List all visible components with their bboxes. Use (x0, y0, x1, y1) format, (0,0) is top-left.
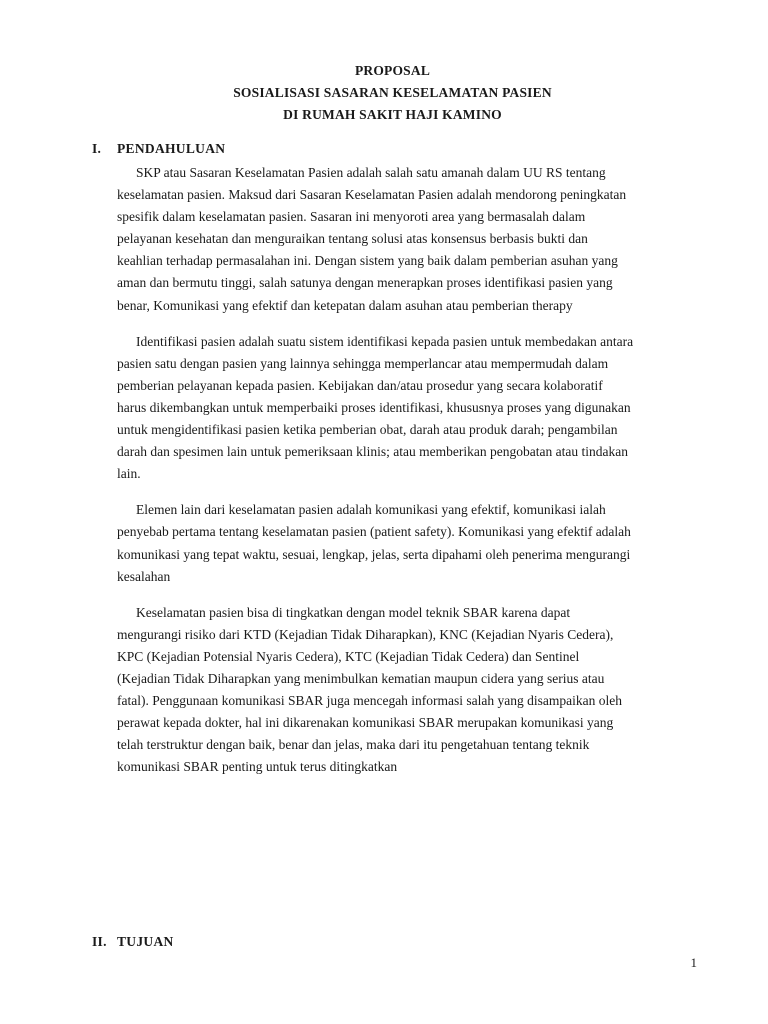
paragraph-line: lain. (117, 466, 141, 482)
paragraph-line: (Kejadian Tidak Diharapkan yang menimbulkan kematian maupun cidera yang serius atau (117, 670, 605, 686)
paragraph-line: spesifik dalam keselamatan pasien. Sasaran ini menyoroti area yang bermasalah dalam (117, 209, 586, 225)
paragraph-line: Elemen lain dari keselamatan pasien adalah komunikasi yang efektif, komunikasi ialah (136, 502, 606, 518)
paragraph-line: pelayanan kesehatan dan menguraikan tentang solusi atas konsensus berbasis bukti dan (117, 231, 588, 247)
paragraph-line: penyebab pertama tentang keselamatan pasien (patient safety). Komunikasi yang efektif adalah (117, 524, 631, 540)
section-heading-pendahuluan (92, 141, 225, 157)
paragraph-line: perawat kepada dokter, hal ini dikarenakan komunikasi SBAR merupakan komunikasi yang (117, 715, 614, 731)
paragraph-line: SKP atau Sasaran Keselamatan Pasien adalah salah satu amanah dalam UU RS tentang (136, 165, 606, 180)
paragraph-line: pasien satu dengan pasien yang lainnya sehingga memperlancar atau mempermudah dalam (117, 355, 609, 371)
paragraph-line: keselamatan pasien. Maksud dari Sasaran Keselamatan Pasien adalah mendorong peningkatan (117, 187, 627, 203)
paragraph-line: fatal). Penggunaan komunikasi SBAR juga mencegah informasi salah yang disampaikan oleh (117, 693, 623, 709)
paragraph-line: keahlian terhadap permasalahan ini. Dengan sistem yang baik dalam pemberian asuhan yang (117, 253, 618, 269)
paragraph (117, 499, 700, 587)
paragraph-line: komunikasi yang tepat waktu, sesuai, lengkap, jelas, serta dipahami oleh penerima mengurangi (117, 546, 631, 562)
paragraph-line: KPC (Kejadian Potensial Nyaris Cedera), KTC (Kejadian Tidak Cedera) dan Sentinel (117, 648, 580, 664)
paragraph (117, 162, 700, 317)
section-heading-tujuan (92, 934, 174, 950)
paragraph-line: harus dikembangkan untuk memperbaiki proses identifikasi, khususnya proses yang digunakan (117, 399, 631, 415)
paragraph-line: benar, Komunikasi yang efektif dan ketepatan dalam asuhan atau pemberian therapy (117, 297, 573, 313)
section-title: TUJUAN (117, 934, 174, 949)
document-title-block (0, 60, 768, 126)
document-main-title: SOSIALISASI SASARAN KESELAMATAN PASIEN (233, 85, 552, 100)
paragraph-line: telah terstruktur dengan baik, benar dan jelas, maka dari itu pengetahuan tentang teknik (117, 737, 590, 753)
paragraph-line: pemberian pelayanan kepada pasien. Kebijakan dan/atau prosedur yang secara kolaboratif (117, 377, 603, 393)
document-location-title: DI RUMAH SAKIT HAJI KAMINO (283, 107, 502, 122)
paragraph-line: mengurangi risiko dari KTD (Kejadian Tidak Diharapkan), KNC (Kejadian Nyaris Cedera), (117, 626, 614, 642)
paragraph (117, 602, 700, 779)
section-number: I. (92, 141, 102, 156)
paragraph (117, 331, 700, 486)
paragraph-line: Identifikasi pasien adalah suatu sistem identifikasi kepada pasien untuk membedakan antara (136, 333, 634, 349)
section-number: II. (92, 934, 107, 949)
document-type-title: PROPOSAL (354, 63, 431, 78)
paragraph-line: darah dan spesimen lain untuk pemeriksaan klinis; atau memberikan pengobatan atau tindakan (117, 444, 628, 460)
paragraph-line: komunikasi SBAR penting untuk terus ditingkatkan (117, 759, 398, 775)
paragraph-line: untuk mengidentifikasi pasien ketika pemberian obat, darah atau produk darah; pengambilan (117, 422, 618, 438)
paragraph-line: aman dan bermutu tinggi, salah satunya dengan menerapkan proses identifikasi pasien yang (117, 275, 613, 291)
page-number: 1 (690, 955, 697, 970)
section-body-pendahuluan (117, 162, 700, 792)
section-title: PENDAHULUAN (117, 141, 226, 156)
paragraph-line: Keselamatan pasien bisa di tingkatkan dengan model teknik SBAR karena dapat (136, 604, 571, 620)
paragraph-line: kesalahan (117, 568, 171, 584)
